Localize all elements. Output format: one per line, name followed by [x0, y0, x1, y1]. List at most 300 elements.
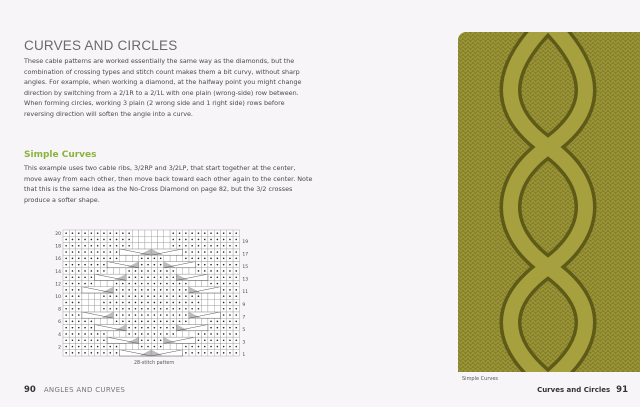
chart-cell: [202, 299, 208, 305]
row-label: 9: [242, 302, 246, 308]
purl-dot: [84, 346, 86, 348]
purl-dot: [172, 314, 174, 316]
purl-dot: [191, 352, 193, 354]
purl-dot: [128, 276, 130, 278]
purl-dot: [84, 321, 86, 323]
purl-dot: [223, 276, 225, 278]
purl-dot: [154, 308, 156, 310]
purl-dot: [72, 264, 74, 266]
purl-dot: [191, 295, 193, 297]
purl-dot: [204, 264, 206, 266]
purl-dot: [72, 314, 74, 316]
purl-dot: [97, 258, 99, 260]
section-heading: CURVES AND CIRCLES: [24, 38, 178, 53]
purl-dot: [198, 245, 200, 247]
row-label: 4: [58, 332, 61, 338]
row-label: 18: [55, 244, 61, 250]
chart-cell: [132, 230, 138, 236]
purl-dot: [160, 346, 162, 348]
purl-dot: [179, 245, 181, 247]
purl-dot: [204, 239, 206, 241]
intro-paragraph: These cable patterns are worked essentially the same way as the diamonds, but the combination of crossing types and stitch count makes them a bit curvy, without sharp angles. For example, when working a diamond, at the halfway point you might change direction by switching from a 2/1R to a 2/1L with one plain (wrong-side) row between. When forming circles, working 3 plain (2 wrong side and 1 right side) rows before reversing direction will soften the angle into a curve.: [24, 57, 302, 118]
purl-dot: [147, 321, 149, 323]
chart-cell: [214, 293, 220, 299]
purl-dot: [72, 245, 74, 247]
purl-dot: [141, 276, 143, 278]
purl-dot: [217, 327, 219, 329]
purl-dot: [160, 302, 162, 304]
chart-cell: [113, 268, 119, 274]
purl-dot: [78, 352, 80, 354]
purl-dot: [97, 339, 99, 341]
purl-dot: [128, 232, 130, 234]
row-label: 11: [242, 290, 249, 296]
purl-dot: [204, 352, 206, 354]
purl-dot: [78, 346, 80, 348]
purl-dot: [65, 295, 67, 297]
purl-dot: [154, 333, 156, 335]
purl-dot: [116, 308, 118, 310]
purl-dot: [109, 308, 111, 310]
purl-dot: [141, 283, 143, 285]
chart-cell: [132, 255, 138, 261]
purl-dot: [91, 327, 93, 329]
purl-dot: [128, 239, 130, 241]
purl-dot: [223, 346, 225, 348]
purl-dot: [147, 333, 149, 335]
chart-cell: [164, 255, 170, 261]
chart-cell: [107, 280, 113, 286]
row-label: 2: [58, 345, 61, 351]
purl-dot: [204, 346, 206, 348]
chart-cell: [176, 343, 182, 349]
purl-dot: [103, 258, 105, 260]
purl-dot: [172, 239, 174, 241]
purl-dot: [185, 314, 187, 316]
purl-dot: [198, 295, 200, 297]
purl-dot: [128, 289, 130, 291]
purl-dot: [78, 245, 80, 247]
purl-dot: [72, 295, 74, 297]
purl-dot: [122, 239, 124, 241]
chart-cell: [101, 280, 107, 286]
purl-dot: [235, 289, 237, 291]
row-label: 19: [242, 239, 249, 245]
purl-dot: [217, 239, 219, 241]
purl-dot: [135, 321, 137, 323]
purl-dot: [103, 232, 105, 234]
purl-dot: [103, 308, 105, 310]
purl-dot: [229, 333, 231, 335]
purl-dot: [147, 270, 149, 272]
purl-dot: [223, 289, 225, 291]
purl-dot: [179, 321, 181, 323]
row-label: 20: [55, 232, 61, 238]
purl-dot: [198, 346, 200, 348]
purl-dot: [229, 289, 231, 291]
chart-cell: [189, 331, 195, 337]
purl-dot: [172, 302, 174, 304]
chart-cell: [183, 268, 189, 274]
purl-dot: [84, 264, 86, 266]
purl-dot: [91, 276, 93, 278]
purl-dot: [223, 251, 225, 253]
purl-dot: [78, 321, 80, 323]
purl-dot: [65, 264, 67, 266]
subheading: Simple Curves: [24, 150, 97, 160]
purl-dot: [78, 327, 80, 329]
chart-cell: [151, 236, 157, 242]
chart-cell: [107, 268, 113, 274]
purl-dot: [91, 232, 93, 234]
purl-dot: [116, 352, 118, 354]
chart-cell: [202, 280, 208, 286]
purl-dot: [172, 276, 174, 278]
chart-cell: [95, 299, 101, 305]
purl-dot: [160, 270, 162, 272]
purl-dot: [65, 289, 67, 291]
purl-dot: [103, 333, 105, 335]
purl-dot: [229, 239, 231, 241]
purl-dot: [217, 321, 219, 323]
chart-cell: [139, 230, 145, 236]
chart-cell: [202, 293, 208, 299]
purl-dot: [97, 239, 99, 241]
purl-dot: [65, 339, 67, 341]
purl-dot: [72, 333, 74, 335]
purl-dot: [147, 264, 149, 266]
purl-dot: [217, 346, 219, 348]
purl-dot: [166, 333, 168, 335]
purl-dot: [91, 239, 93, 241]
purl-dot: [179, 308, 181, 310]
purl-dot: [91, 346, 93, 348]
purl-dot: [65, 258, 67, 260]
purl-dot: [135, 327, 137, 329]
purl-dot: [154, 283, 156, 285]
purl-dot: [160, 264, 162, 266]
chart-cell: [189, 318, 195, 324]
purl-dot: [235, 333, 237, 335]
chart-cell: [164, 230, 170, 236]
row-label: 15: [242, 265, 249, 271]
purl-dot: [191, 308, 193, 310]
chart-cell: [202, 318, 208, 324]
chart-cell: [120, 343, 126, 349]
purl-dot: [116, 232, 118, 234]
purl-dot: [154, 327, 156, 329]
purl-dot: [147, 302, 149, 304]
purl-dot: [229, 283, 231, 285]
purl-dot: [135, 333, 137, 335]
purl-dot: [103, 352, 105, 354]
purl-dot: [223, 295, 225, 297]
purl-dot: [198, 308, 200, 310]
chart-cell: [176, 268, 182, 274]
chart-cell: [95, 306, 101, 312]
purl-dot: [198, 239, 200, 241]
purl-dot: [179, 302, 181, 304]
purl-dot: [128, 333, 130, 335]
purl-dot: [217, 258, 219, 260]
purl-dot: [166, 289, 168, 291]
purl-dot: [91, 352, 93, 354]
row-label: 13: [242, 277, 249, 283]
purl-dot: [185, 232, 187, 234]
purl-dot: [147, 258, 149, 260]
purl-dot: [116, 302, 118, 304]
purl-dot: [154, 258, 156, 260]
purl-dot: [103, 346, 105, 348]
chart-cell: [107, 318, 113, 324]
purl-dot: [235, 251, 237, 253]
purl-dot: [84, 258, 86, 260]
purl-dot: [223, 258, 225, 260]
purl-dot: [109, 302, 111, 304]
purl-dot: [185, 302, 187, 304]
purl-dot: [172, 289, 174, 291]
purl-dot: [160, 276, 162, 278]
purl-dot: [185, 258, 187, 260]
purl-dot: [160, 283, 162, 285]
running-head: ANGLES AND CURVES: [43, 386, 126, 394]
purl-dot: [141, 295, 143, 297]
chart-cell: [164, 343, 170, 349]
purl-dot: [65, 314, 67, 316]
purl-dot: [235, 239, 237, 241]
purl-dot: [154, 295, 156, 297]
purl-dot: [122, 245, 124, 247]
purl-dot: [223, 302, 225, 304]
chart-cell: [151, 243, 157, 249]
purl-dot: [91, 321, 93, 323]
purl-dot: [198, 339, 200, 341]
purl-dot: [78, 289, 80, 291]
purl-dot: [185, 346, 187, 348]
purl-dot: [229, 264, 231, 266]
purl-dot: [166, 295, 168, 297]
purl-dot: [147, 346, 149, 348]
chart-cell: [214, 306, 220, 312]
purl-dot: [147, 308, 149, 310]
purl-dot: [229, 352, 231, 354]
purl-dot: [204, 258, 206, 260]
purl-dot: [128, 302, 130, 304]
purl-dot: [160, 258, 162, 260]
purl-dot: [128, 295, 130, 297]
purl-dot: [223, 264, 225, 266]
purl-dot: [160, 321, 162, 323]
purl-dot: [166, 327, 168, 329]
purl-dot: [223, 232, 225, 234]
purl-dot: [141, 264, 143, 266]
purl-dot: [97, 232, 99, 234]
chart-cell: [82, 299, 88, 305]
purl-dot: [103, 295, 105, 297]
row-label: 8: [58, 307, 61, 313]
purl-dot: [147, 283, 149, 285]
purl-dot: [91, 251, 93, 253]
purl-dot: [72, 258, 74, 260]
purl-dot: [116, 251, 118, 253]
purl-dot: [141, 258, 143, 260]
purl-dot: [198, 264, 200, 266]
purl-dot: [147, 327, 149, 329]
purl-dot: [65, 276, 67, 278]
purl-dot: [166, 270, 168, 272]
purl-dot: [229, 302, 231, 304]
purl-dot: [154, 270, 156, 272]
purl-dot: [229, 276, 231, 278]
chart-cell: [145, 230, 151, 236]
purl-dot: [179, 289, 181, 291]
purl-dot: [141, 321, 143, 323]
chart-cell: [208, 293, 214, 299]
purl-dot: [122, 232, 124, 234]
chart-cell: [189, 280, 195, 286]
purl-dot: [65, 239, 67, 241]
chart-cell: [95, 293, 101, 299]
purl-dot: [116, 314, 118, 316]
purl-dot: [210, 333, 212, 335]
purl-dot: [210, 276, 212, 278]
purl-dot: [191, 302, 193, 304]
purl-dot: [97, 245, 99, 247]
purl-dot: [91, 333, 93, 335]
purl-dot: [235, 339, 237, 341]
purl-dot: [210, 245, 212, 247]
purl-dot: [166, 321, 168, 323]
purl-dot: [72, 302, 74, 304]
purl-dot: [235, 232, 237, 234]
purl-dot: [65, 308, 67, 310]
purl-dot: [198, 251, 200, 253]
purl-dot: [65, 270, 67, 272]
purl-dot: [78, 264, 80, 266]
purl-dot: [103, 339, 105, 341]
purl-dot: [65, 327, 67, 329]
chart-cell: [82, 293, 88, 299]
purl-dot: [97, 333, 99, 335]
chart-cell: [170, 343, 176, 349]
purl-dot: [198, 258, 200, 260]
chart-cell: [88, 293, 94, 299]
purl-dot: [235, 352, 237, 354]
purl-dot: [122, 283, 124, 285]
purl-dot: [154, 314, 156, 316]
purl-dot: [116, 258, 118, 260]
chart-cell: [88, 299, 94, 305]
purl-dot: [235, 283, 237, 285]
purl-dot: [223, 270, 225, 272]
purl-dot: [122, 289, 124, 291]
purl-dot: [185, 289, 187, 291]
purl-dot: [109, 295, 111, 297]
row-label: 6: [58, 320, 61, 326]
purl-dot: [172, 308, 174, 310]
purl-dot: [91, 245, 93, 247]
purl-dot: [72, 270, 74, 272]
purl-dot: [91, 339, 93, 341]
purl-dot: [116, 283, 118, 285]
purl-dot: [191, 239, 193, 241]
purl-dot: [166, 314, 168, 316]
purl-dot: [210, 270, 212, 272]
purl-dot: [210, 258, 212, 260]
purl-dot: [65, 302, 67, 304]
purl-dot: [78, 232, 80, 234]
purl-dot: [185, 308, 187, 310]
purl-dot: [179, 232, 181, 234]
purl-dot: [235, 295, 237, 297]
purl-dot: [65, 346, 67, 348]
photo-caption: Simple Curves: [462, 376, 499, 382]
purl-dot: [135, 295, 137, 297]
purl-dot: [84, 283, 86, 285]
purl-dot: [84, 245, 86, 247]
chart-cell: [170, 255, 176, 261]
purl-dot: [84, 239, 86, 241]
purl-dot: [191, 251, 193, 253]
purl-dot: [135, 289, 137, 291]
purl-dot: [147, 339, 149, 341]
chart-cell: [120, 255, 126, 261]
purl-dot: [84, 232, 86, 234]
purl-dot: [217, 352, 219, 354]
purl-dot: [103, 239, 105, 241]
purl-dot: [179, 314, 181, 316]
purl-dot: [65, 245, 67, 247]
purl-dot: [141, 327, 143, 329]
purl-dot: [235, 270, 237, 272]
purl-dot: [72, 276, 74, 278]
purl-dot: [166, 302, 168, 304]
purl-dot: [72, 283, 74, 285]
purl-dot: [160, 314, 162, 316]
purl-dot: [147, 289, 149, 291]
purl-dot: [103, 245, 105, 247]
purl-dot: [204, 232, 206, 234]
purl-dot: [72, 308, 74, 310]
purl-dot: [135, 314, 137, 316]
purl-dot: [229, 327, 231, 329]
purl-dot: [122, 302, 124, 304]
purl-dot: [91, 283, 93, 285]
purl-dot: [84, 251, 86, 253]
purl-dot: [154, 346, 156, 348]
purl-dot: [128, 245, 130, 247]
footer-left: [24, 385, 125, 395]
purl-dot: [235, 276, 237, 278]
purl-dot: [191, 232, 193, 234]
purl-dot: [135, 276, 137, 278]
chart-cell: [176, 331, 182, 337]
chart-cell: [202, 306, 208, 312]
purl-dot: [229, 245, 231, 247]
purl-dot: [84, 352, 86, 354]
purl-dot: [141, 270, 143, 272]
purl-dot: [172, 232, 174, 234]
purl-dot: [103, 251, 105, 253]
chart-cell: [139, 236, 145, 242]
purl-dot: [91, 270, 93, 272]
purl-dot: [198, 270, 200, 272]
purl-dot: [172, 283, 174, 285]
chart-cell: [208, 299, 214, 305]
purl-dot: [217, 264, 219, 266]
purl-dot: [154, 302, 156, 304]
page-number: 90: [24, 385, 36, 395]
